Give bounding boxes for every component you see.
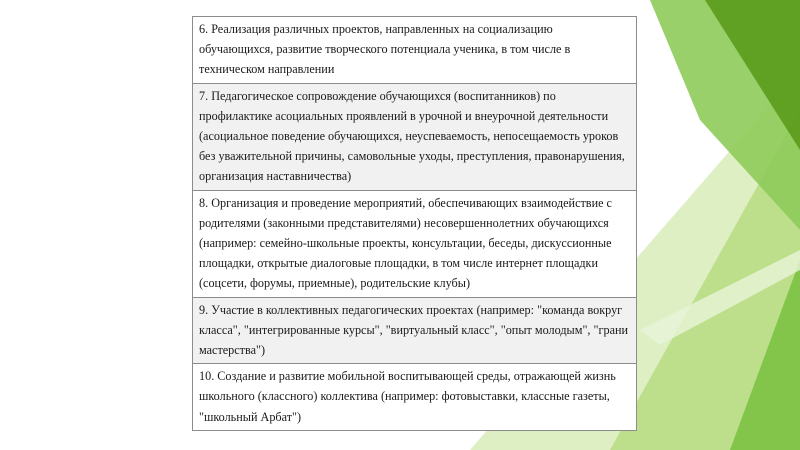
- table-cell: 10. Создание и развитие мобильной воспитывающей среды, отражающей жизнь школьного (классного) коллектива (например: фотовыставки, классные газеты, "школьный Арбат"): [193, 364, 637, 431]
- table-row: [193, 83, 637, 190]
- table-row: [193, 190, 637, 297]
- table-cell: 7. Педагогическое сопровождение обучающихся (воспитанников) по профилактике асоциальных проявлений в урочной и внеурочной деятельности (асоциальное поведение обучающихся, неуспеваемость, непосещаемость уроков без уважительной причины, самовольные уходы, преступления, правонарушения, организация наставничества): [193, 83, 637, 190]
- table-row: [193, 364, 637, 431]
- table-cell: 9. Участие в коллективных педагогических проектах (например: "команда вокруг класса", "интегрированные курсы", "виртуальный класс", "опыт молодым", "грани мастерства"): [193, 297, 637, 364]
- table-row: [193, 297, 637, 364]
- table-left-margin: [183, 16, 192, 412]
- content-table: [192, 16, 637, 431]
- table-cell: 8. Организация и проведение мероприятий, обеспечивающих взаимодействие с родителями (законными представителями) несовершеннолетних обучающихся (например: семейно-школьные проекты, консультации, беседы, дискуссионные площадки, открытые диалоговые площадки, в том числе интернет площадки (соцсети, форумы, приемные), родительские клубы): [193, 190, 637, 297]
- table-row: [193, 17, 637, 84]
- table-cell: 6. Реализация различных проектов, направленных на социализацию обучающихся, развитие творческого потенциала ученика, в том числе в техническом направлении: [193, 17, 637, 84]
